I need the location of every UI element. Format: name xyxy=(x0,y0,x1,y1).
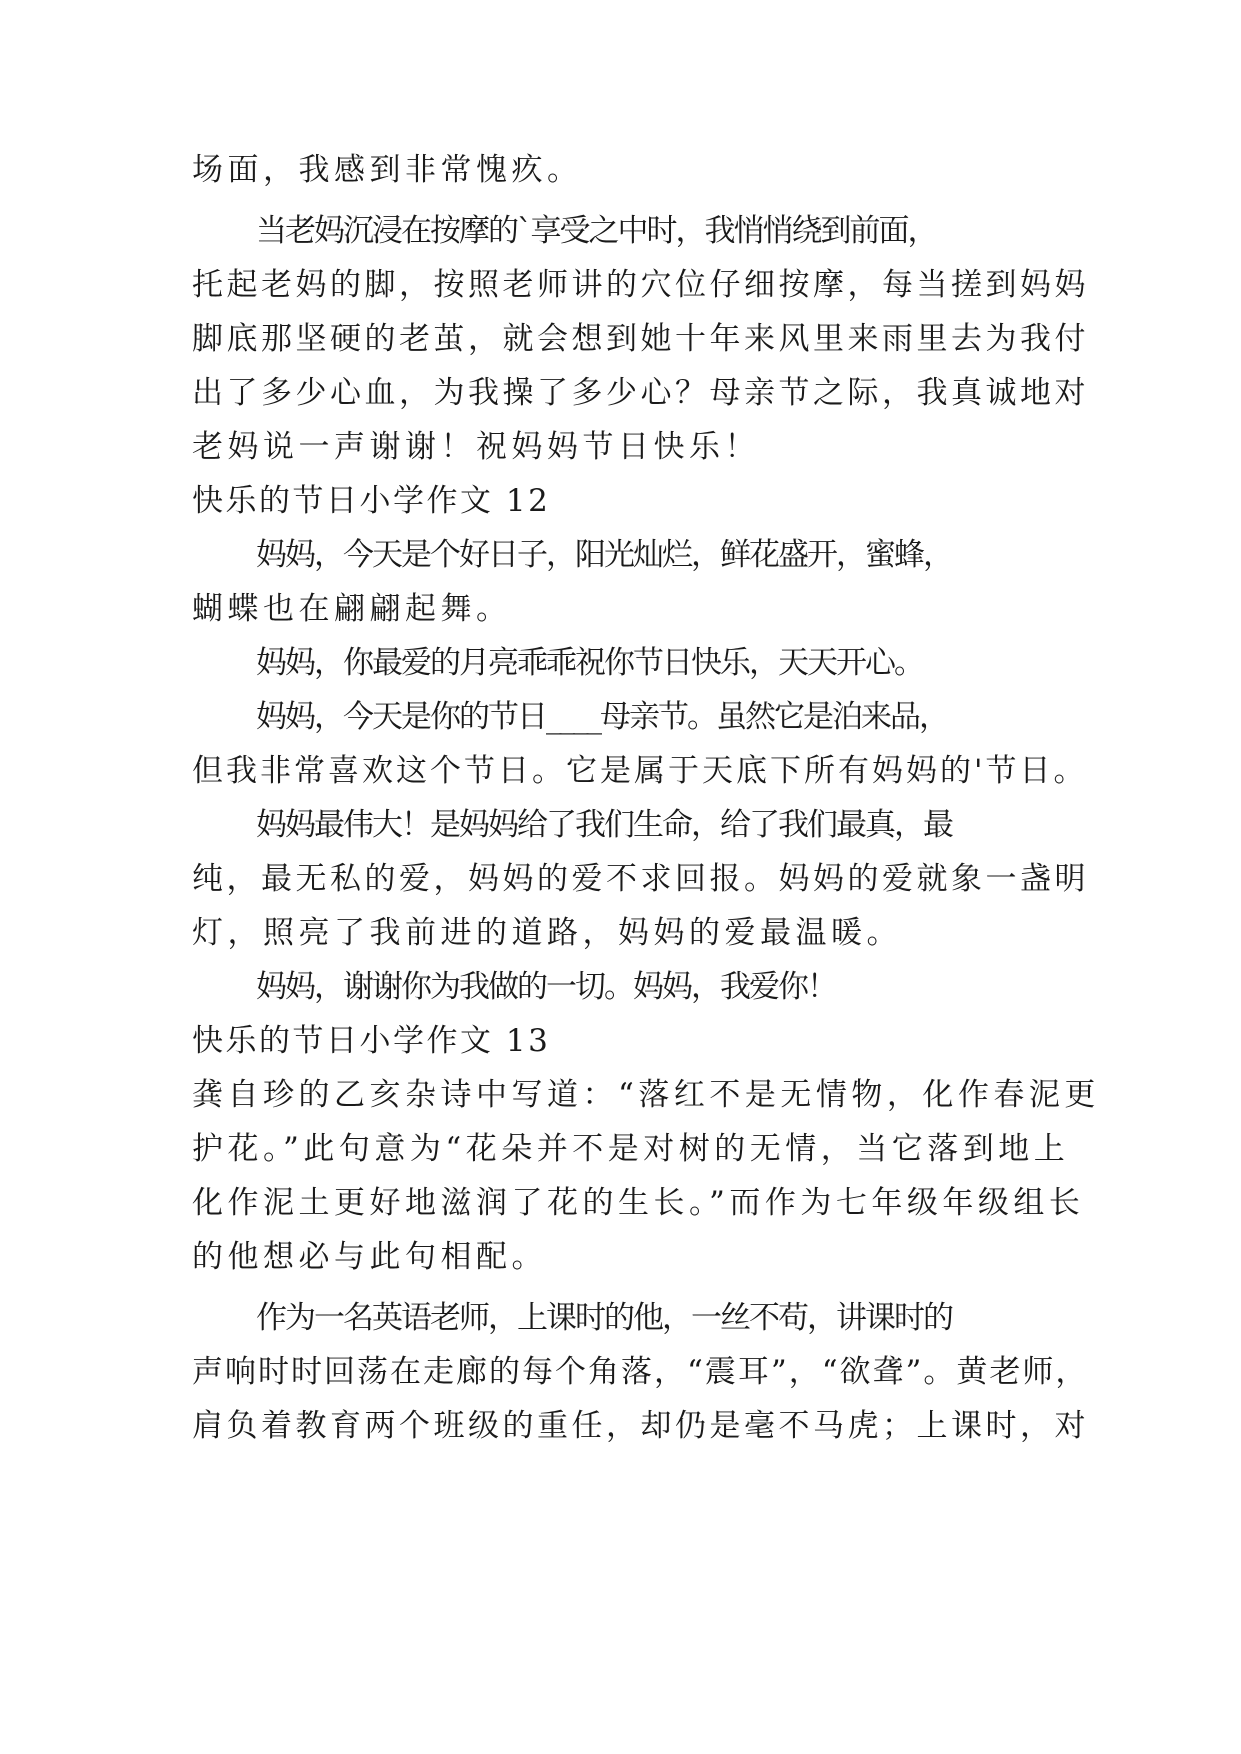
paragraph-line: 当老妈沉浸在按摩的`享受之中时，我悄悄绕到前面， xyxy=(256,213,937,249)
paragraph-line: 但我非常喜欢这个节日。它是属于天底下所有妈妈的'节日。 xyxy=(192,753,1088,789)
paragraph-line: 妈妈最伟大！是妈妈给了我们生命，给了我们最真，最 xyxy=(256,807,952,843)
paragraph-line: 作为一名英语老师，上课时的他，一丝不苟，讲课时的 xyxy=(256,1300,952,1336)
paragraph-line: 脚底那坚硬的老茧，就会想到她十年来风里来雨里去为我付 xyxy=(192,321,1089,357)
paragraph-line: 肩负着教育两个班级的重任，却仍是毫不马虎；上课时，对 xyxy=(192,1408,1089,1444)
paragraph-line: 声响时时回荡在走廊的每个角落，“震耳”，“欲聋”。黄老师， xyxy=(192,1354,1089,1390)
paragraph-line: 妈妈，谢谢你为我做的一切。妈妈，我爱你！ xyxy=(256,969,836,1005)
paragraph-line: 龚自珍的乙亥杂诗中写道：“落红不是无情物，化作春泥更 xyxy=(192,1077,1100,1113)
paragraph-line: 老妈说一声谢谢！祝妈妈节日快乐！ xyxy=(192,429,760,465)
paragraph-line: 出了多少心血，为我操了多少心？母亲节之际，我真诚地对 xyxy=(192,375,1089,411)
paragraph-line: 灯，照亮了我前进的道路，妈妈的爱最温暖。 xyxy=(192,915,902,951)
paragraph-line: 纯，最无私的爱，妈妈的爱不求回报。妈妈的爱就象一盏明 xyxy=(192,861,1089,897)
paragraph-line: 场面，我感到非常愧疚。 xyxy=(192,152,583,188)
paragraph-line: 化作泥土更好地滋润了花的生长。”而作为七年级年级组长 xyxy=(192,1185,1085,1221)
section-heading: 快乐的节日小学作文 12 xyxy=(192,483,551,519)
paragraph-line: 妈妈，你最爱的月亮乖乖祝你节日快乐，天天开心。 xyxy=(256,645,923,681)
paragraph-line: 妈妈，今天是个好日子，阳光灿烂，鲜花盛开，蜜蜂， xyxy=(256,537,952,573)
section-heading: 快乐的节日小学作文 13 xyxy=(192,1023,551,1059)
paragraph-line: 妈妈，今天是你的节日____母亲节。虽然它是泊来品， xyxy=(256,699,948,735)
paragraph-line: 的他想必与此句相配。 xyxy=(192,1239,547,1275)
paragraph-line: 蝴蝶也在翩翩起舞。 xyxy=(192,591,512,627)
paragraph-line: 护花。”此句意为“花朵并不是对树的无情，当它落到地上 xyxy=(192,1131,1070,1167)
paragraph-line: 托起老妈的脚，按照老师讲的穴位仔细按摩，每当搓到妈妈 xyxy=(192,267,1089,303)
